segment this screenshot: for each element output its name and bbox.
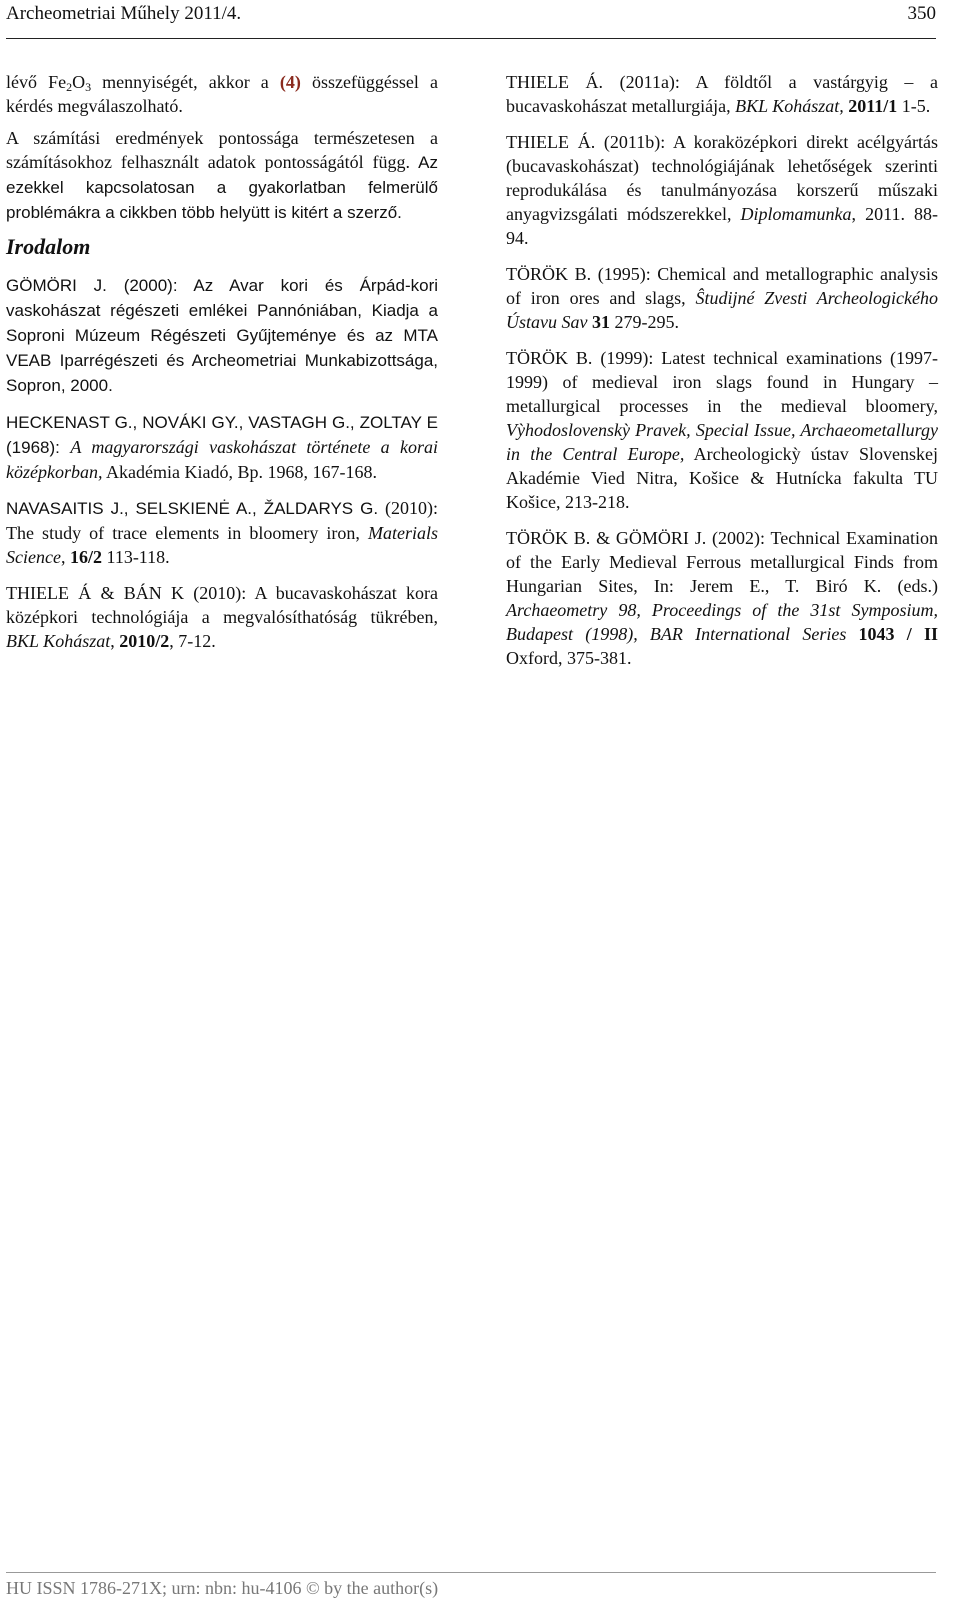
- ref-publisher: Akadémia Kiadó, Bp. 1968, 167-168.: [102, 462, 377, 482]
- ref-text: TÖRÖK B. (1995): Chemical and metallographic analysis of iron ores and slags,: [506, 264, 938, 308]
- intro-prefix: lévő Fe: [6, 72, 67, 92]
- accuracy-text-sans: Az ezekkel kapcsolatosan a gyakorlatban felmerülő problémákra a cikkben több helyütt is kitért a szerző.: [6, 153, 438, 222]
- reference-gomori: [6, 273, 438, 398]
- ref-journal: Diplomamunka: [740, 204, 852, 224]
- reference-heckenast: [6, 410, 438, 484]
- ref-separator: [846, 624, 858, 644]
- ref-publisher: Archeologickỳ ústav Slovenskej Akadémie Vied Nitra, Košice & Hutnícka fakulta TU Košice, 213-218.: [506, 444, 938, 512]
- ref-volume: 2010/2: [119, 631, 170, 651]
- reference-thiele-2011b: [506, 130, 938, 250]
- ref-volume: 2011/1: [848, 96, 898, 116]
- ref-journal: Archaeometry 98, Proceedings of the 31st Symposium, Budapest (1998), BAR International Series: [506, 600, 938, 644]
- reference-torok-1995: [506, 262, 938, 334]
- left-column: [6, 70, 438, 665]
- ref-authors: NAVASAITIS J., SELSKIENĖ A., ŽALDARYS G.: [6, 499, 385, 518]
- footer-rule: [6, 1572, 936, 1573]
- ref-text: TÖRÖK B. (1999): Latest technical examinations (1997-1999) of medieval iron slags found in Hungary – metallurgical processes in the medieval bloomery,: [506, 348, 938, 416]
- ref-journal: BKL Kohászat: [6, 631, 111, 651]
- ref-journal: BKL Kohászat,: [735, 96, 844, 116]
- ref-text: THIELE Á & BÁN K (2010): A bucavaskohászat kora középkori technológiája a megvalósíthatóság tükrében,: [6, 583, 438, 627]
- reference-thiele-2011a: [506, 70, 938, 118]
- ref-pages: Oxford, 375-381.: [506, 648, 632, 668]
- reference-thiele-ban: [6, 581, 438, 653]
- accuracy-text: A számítási eredmények pontossága természetesen a számításokhoz felhasznált adatok pontosságától függ.: [6, 128, 438, 172]
- header-rule: [6, 38, 936, 39]
- ref-journal: Materials Science: [6, 523, 438, 567]
- subscript-2: 2: [66, 80, 73, 94]
- ref-separator: ,: [110, 631, 120, 651]
- ref-volume: 31: [591, 312, 610, 332]
- page-number: 350: [907, 3, 936, 24]
- ref-text: THIELE Á. (2011b): A koraközépkori direkt acélgyártás (bucavaskohászat) technológiájának lehetőségek szerinti reprodukálása és tanulmányozása korszerű műszaki anyagvizsgálati módszerekkel,: [506, 132, 938, 224]
- journal-title: Archeometriai Műhely 2011/4.: [6, 3, 242, 24]
- ref-pages: , 2011. 88-94.: [506, 204, 938, 248]
- ref-pages: 279-295.: [609, 312, 679, 332]
- running-header: [6, 2, 936, 28]
- footer-issn: HU ISSN 1786-271X; urn: nbn: hu-4106 © by the author(s): [6, 1578, 439, 1598]
- ref-volume: 16/2: [69, 547, 102, 567]
- ref-pages: 113-118.: [101, 547, 170, 567]
- equation-reference: (4): [279, 72, 301, 92]
- reference-torok-1999: [506, 346, 938, 514]
- ref-author: GÖMÖRI J.: [6, 276, 107, 295]
- ref-text: TÖRÖK B. & GÖMÖRI J. (2002): Technical Examination of the Early Medieval Ferrous metallurgical Finds from Hungarian Sites, In: Jerem E., T. Biró K. (eds.): [506, 528, 938, 596]
- accuracy-paragraph: [6, 126, 438, 225]
- subscript-3: 3: [85, 80, 92, 94]
- intro-paragraph: [6, 70, 438, 118]
- intro-suffix: összefüggéssel a kérdés megválaszolható.: [6, 72, 438, 116]
- right-column: [506, 70, 938, 682]
- ref-text: THIELE Á. (2011a): A földtől a vastárgyig – a bucavaskohászat metallurgiája,: [506, 72, 938, 116]
- ref-pages: , 7-12.: [169, 631, 216, 651]
- ref-text: (2000): Az Avar kori és Árpád-kori vaskohászat régészeti emlékei Pannóniában, Kiadja a Soproni Múzeum Régészeti Gyűjteménye és az MTA VEAB Iparrégészeti és Archeometriai Munkabizottsága, Sopron, 2000.: [6, 276, 439, 395]
- ref-authors: HECKENAST G., NOVÁKI GY., VASTAGH G., ZOLTAY E (1968):: [6, 413, 438, 457]
- intro-after: mennyiségét, akkor a: [91, 72, 280, 92]
- reference-navasaitis: [6, 496, 438, 569]
- ref-separator: ,: [60, 547, 70, 567]
- ref-journal: Ŝtudijné Zvesti Archeologického Ústavu Sav: [506, 288, 938, 332]
- ref-volume: 1043 / II: [858, 624, 938, 644]
- ref-title: A magyarországi vaskohászat története a korai középkorban,: [6, 437, 438, 482]
- ref-text: (2010): The study of trace elements in bloomery iron,: [6, 498, 438, 543]
- ref-journal: Vỳhodoslovenskỳ Pravek, Special Issue, Archaeometallurgy in the Central Europe,: [506, 420, 938, 464]
- section-heading: Irodalom: [6, 234, 91, 259]
- intro-oxygen: O: [72, 72, 86, 92]
- reference-torok-gomori: [506, 526, 938, 670]
- ref-pages: 1-5.: [897, 96, 931, 116]
